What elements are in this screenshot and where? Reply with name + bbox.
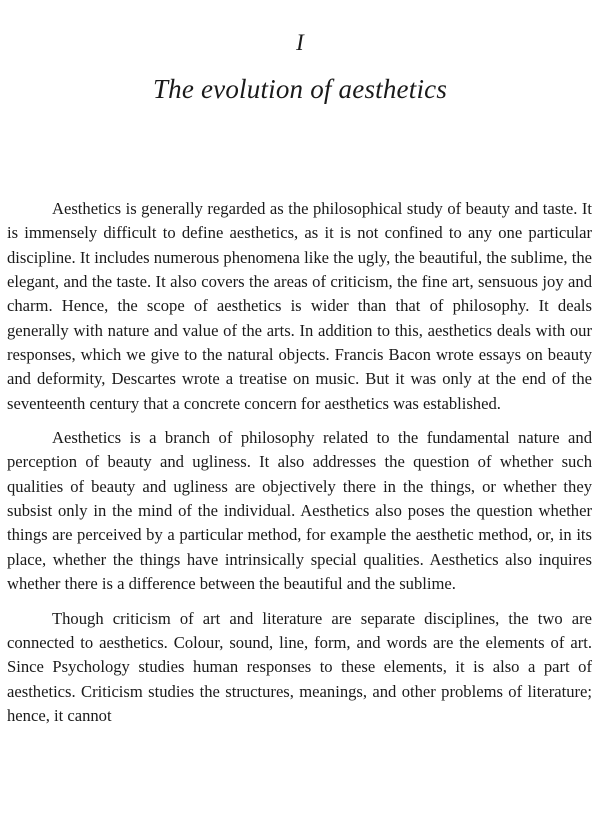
- body-text: [7, 197, 592, 738]
- paragraph-2: Aesthetics is a branch of philosophy related to the fundamental nature and perception of beauty and ugliness. It also addresses the question of whether such qualities of beauty and ugliness are objectively there in the things, or whether they subsist only in the mind of the individual. Aesthetics also poses the question whether things are perceived by a particular method, for example the aesthetic method, or, in its place, whether the things have intrinsically special qualities. Aesthetics also inquires whether there is a difference between the beautiful and the sublime.: [7, 428, 592, 594]
- paragraph-3: Though criticism of art and literature are separate disciplines, the two are connected to aesthetics. Colour, sound, line, form, and words are the elements of art. Since Psychology studies human responses to these elements, it is also a part of aesthetics. Criticism studies the structures, meanings, and other problems of literature; hence, it cannot: [7, 608, 592, 725]
- chapter-number: I: [296, 30, 304, 55]
- paragraph-1: Aesthetics is generally regarded as the philosophical study of beauty and taste. It is immensely difficult to define aesthetics, as it is not confined to any one particular discipline. It includes numerous phenomena like the ugly, the beautiful, the sublime, the elegant, and the taste. It also covers the areas of criticism, the fine art, sensuous joy and charm. Hence, the scope of aesthetics is wider than that of philosophy. It deals generally with nature and value of the arts. In addition to this, aesthetics deals with our responses, which we give to the natural objects. Francis Bacon wrote essays on beauty and deformity, Descartes wrote a treatise on music. But it was only at the end of the seventeenth century that a concrete concern for aesthetics was established.: [7, 199, 592, 413]
- chapter-title: The evolution of aesthetics: [152, 74, 448, 104]
